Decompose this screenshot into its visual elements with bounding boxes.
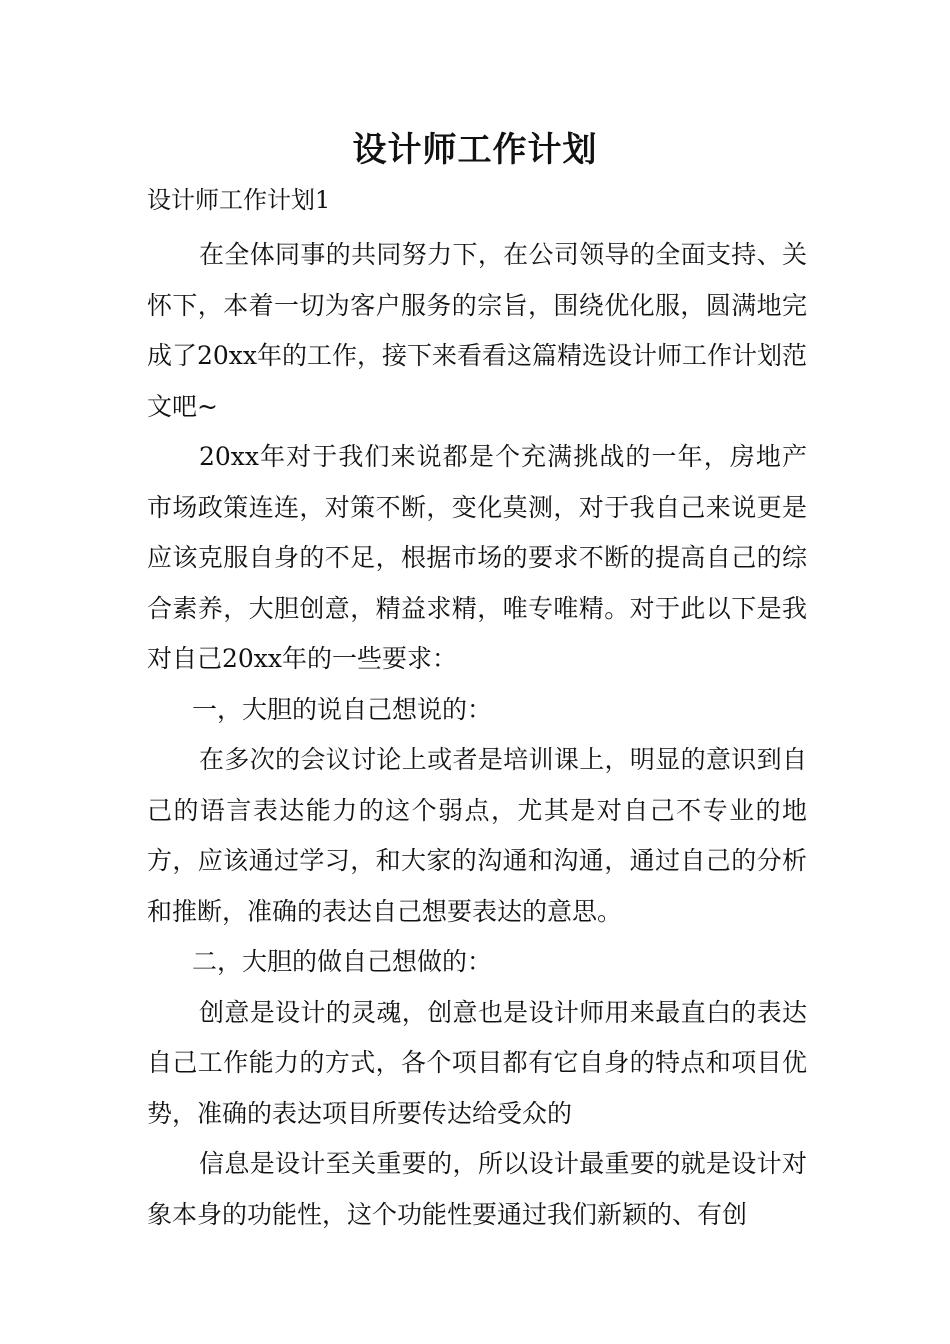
document-body [147,230,807,1240]
paragraph-information: 信息是设计至关重要的，所以设计最重要的就是设计对象本身的功能性，这个功能性要通过我们新颖的、有创 [147,1149,807,1229]
section-heading-do: 二，大胆的做自己想做的： [192,947,493,976]
paragraph-creativity: 创意是设计的灵魂，创意也是设计师用来最直白的表达自己工作能力的方式，各个项目都有它自身的特点和项目优势，准确的表达项目所要传达给受众的 [147,997,807,1128]
section-heading-speak: 一，大胆的说自己想说的： [192,694,493,724]
document-title: 设计师工作计划 [352,130,598,170]
paragraph-intro: 在全体同事的共同努力下，在公司领导的全面支持、关怀下，本着一切为客户服务的宗旨，围绕优化服，圆满地完成了20xx年的工作，接下来看看这篇精选设计师工作计划范文吧~ [147,240,808,421]
document-subtitle: 设计师工作计划1 [147,186,331,214]
paragraph-year-goals: 20xx年对于我们来说都是个充满挑战的一年，房地产市场政策连连，对策不断，变化莫测，对于我自己来说更是应该克服自身的不足，根据市场的要求不断的提高自己的综合素养，大胆创意，精益求精，唯专唯精。对于此以下是我对自己20xx年的一些要求： [147,442,807,673]
paragraph-speak: 在多次的会议讨论上或者是培训课上，明显的意识到自己的语言表达能力的这个弱点，尤其是对自己不专业的地方，应该通过学习，和大家的沟通和沟通，通过自己的分析和推断，准确的表达自己想要表达的意思。 [147,745,807,926]
